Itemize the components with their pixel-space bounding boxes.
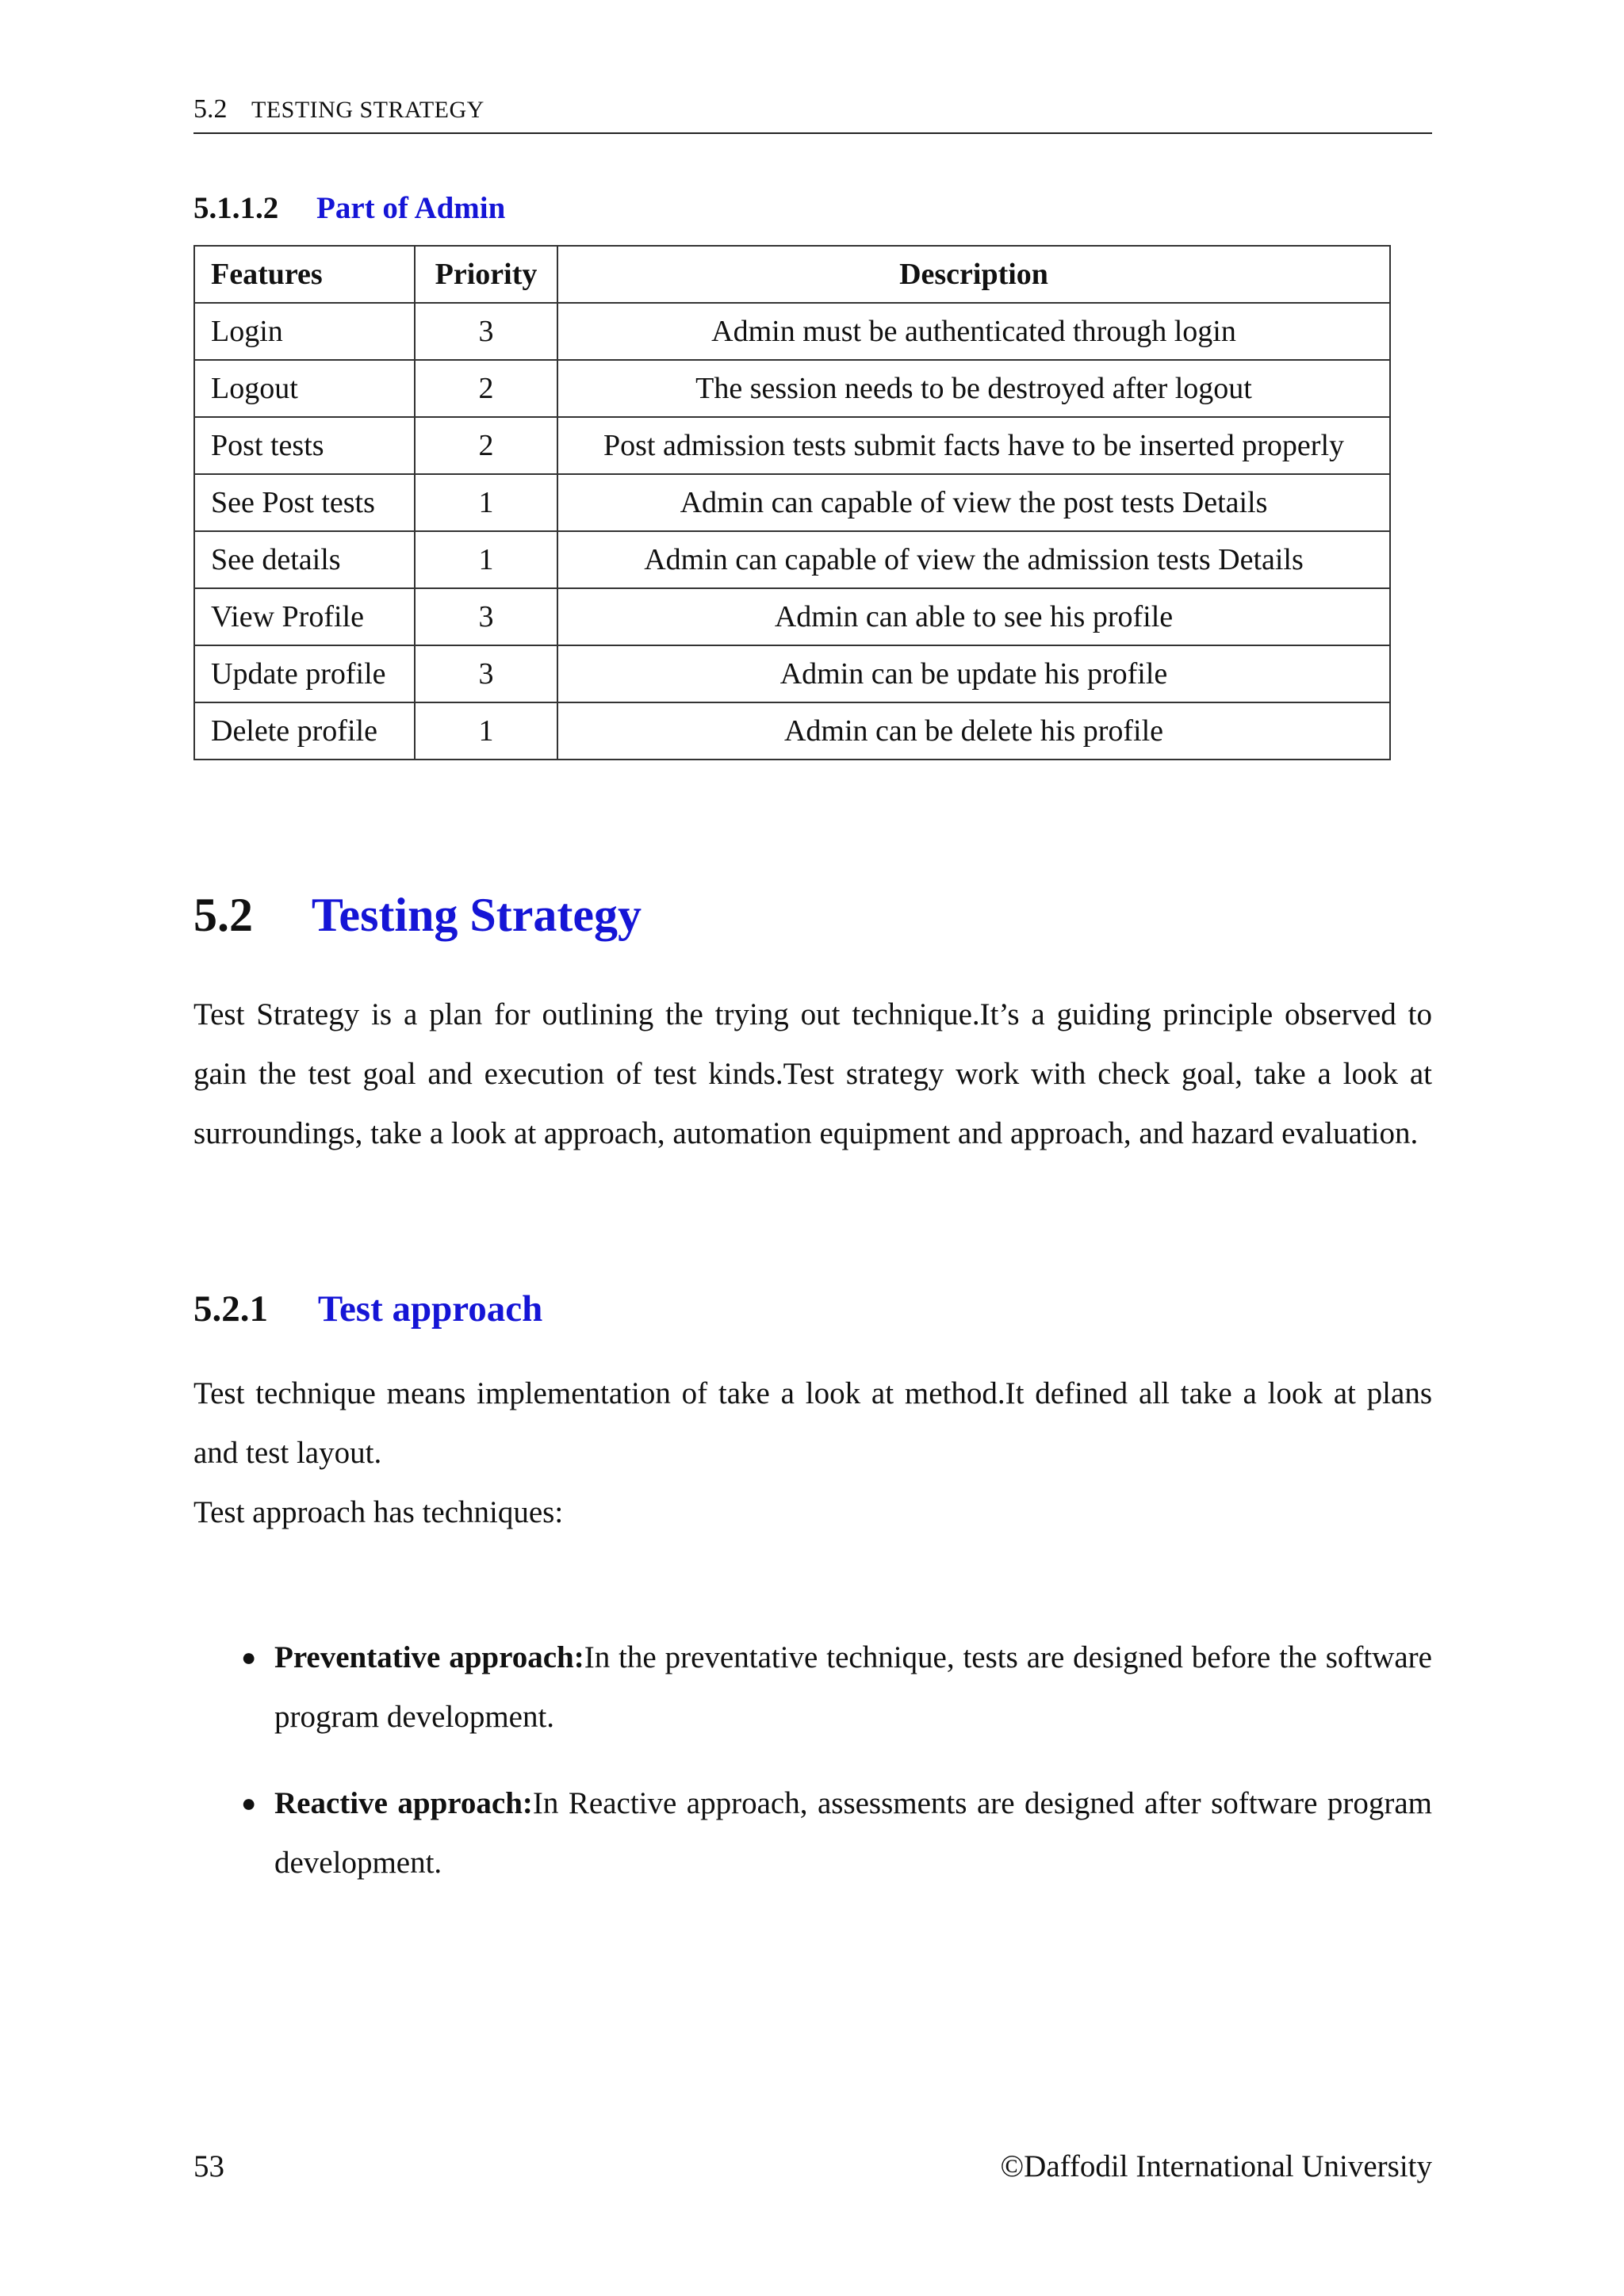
cell-priority: 1 xyxy=(415,531,557,588)
running-head xyxy=(193,94,1432,134)
subsubsection-number: 5.1.1.2 xyxy=(193,191,279,225)
subsubsection-title-link[interactable]: Part of Admin xyxy=(316,191,506,225)
cell-feature: See details xyxy=(194,531,415,588)
cell-description: Admin can capable of view the admission tests Details xyxy=(557,531,1390,588)
subsection-body xyxy=(193,1364,1432,1542)
header-priority: Priority xyxy=(415,246,557,303)
cell-description: Post admission tests submit facts have to be inserted properly xyxy=(557,417,1390,474)
cell-description: Admin can be update his profile xyxy=(557,645,1390,702)
table-row xyxy=(194,474,1390,531)
list-item xyxy=(193,1774,1432,1892)
running-head-number: 5.2 xyxy=(193,94,228,124)
table-header-row xyxy=(194,246,1390,303)
cell-feature: Logout xyxy=(194,360,415,417)
list-item xyxy=(193,1628,1432,1747)
section-heading xyxy=(193,886,642,943)
list-item-text: In the preventative technique, tests are designed before the software program development. xyxy=(274,1640,1432,1734)
subsection-title-link[interactable]: Test approach xyxy=(317,1288,543,1330)
table-row xyxy=(194,417,1390,474)
cell-feature: Update profile xyxy=(194,645,415,702)
list-item-term: Reactive approach: xyxy=(274,1786,533,1820)
cell-priority: 2 xyxy=(415,360,557,417)
cell-description: Admin can be delete his profile xyxy=(557,702,1390,760)
header-features: Features xyxy=(194,246,415,303)
cell-priority: 1 xyxy=(415,702,557,760)
page-number: 53 xyxy=(193,2149,224,2183)
admin-features-table xyxy=(193,245,1391,760)
running-head-title: TESTING STRATEGY xyxy=(251,97,485,123)
bullet-icon: ● xyxy=(241,1643,257,1671)
cell-priority: 3 xyxy=(415,303,557,360)
cell-feature: Post tests xyxy=(194,417,415,474)
cell-description: The session needs to be destroyed after logout xyxy=(557,360,1390,417)
section-title-link[interactable]: Testing Strategy xyxy=(311,889,642,941)
subsection-paragraph: Test technique means implementation of take a look at method.It defined all take a look at plans and test layout. xyxy=(193,1376,1432,1470)
cell-description: Admin can able to see his profile xyxy=(557,588,1390,645)
cell-priority: 3 xyxy=(415,588,557,645)
subsubsection-heading xyxy=(193,189,505,228)
bullet-icon: ● xyxy=(241,1789,257,1817)
cell-feature: See Post tests xyxy=(194,474,415,531)
table-row xyxy=(194,360,1390,417)
section-number: 5.2 xyxy=(193,889,253,941)
subsection-heading xyxy=(193,1287,542,1331)
cell-description: Admin can capable of view the post tests Details xyxy=(557,474,1390,531)
table-row xyxy=(194,702,1390,760)
list-item-text: In Reactive approach, assessments are designed after software program development. xyxy=(274,1786,1432,1880)
cell-feature: View Profile xyxy=(194,588,415,645)
table-row xyxy=(194,303,1390,360)
subsection-line: Test approach has techniques: xyxy=(193,1495,564,1529)
cell-priority: 1 xyxy=(415,474,557,531)
cell-description: Admin must be authenticated through login xyxy=(557,303,1390,360)
table-row xyxy=(194,531,1390,588)
cell-priority: 3 xyxy=(415,645,557,702)
header-description: Description xyxy=(557,246,1390,303)
copyright-notice: ©Daffodil International University xyxy=(1000,2149,1432,2183)
table-row xyxy=(194,645,1390,702)
list-item-term: Preventative approach: xyxy=(274,1640,584,1674)
section-paragraph: Test Strategy is a plan for outlining the trying out technique.It’s a guiding principle observed to gain the test goal and execution of test kinds.Test strategy work with check goal, take a look at surroundings, take a look at approach, automation equipment and approach, and hazard evaluation. xyxy=(193,997,1432,1150)
subsection-number: 5.2.1 xyxy=(193,1288,268,1330)
cell-feature: Delete profile xyxy=(194,702,415,760)
approach-list xyxy=(193,1628,1432,1919)
table-row xyxy=(194,588,1390,645)
cell-priority: 2 xyxy=(415,417,557,474)
cell-feature: Login xyxy=(194,303,415,360)
